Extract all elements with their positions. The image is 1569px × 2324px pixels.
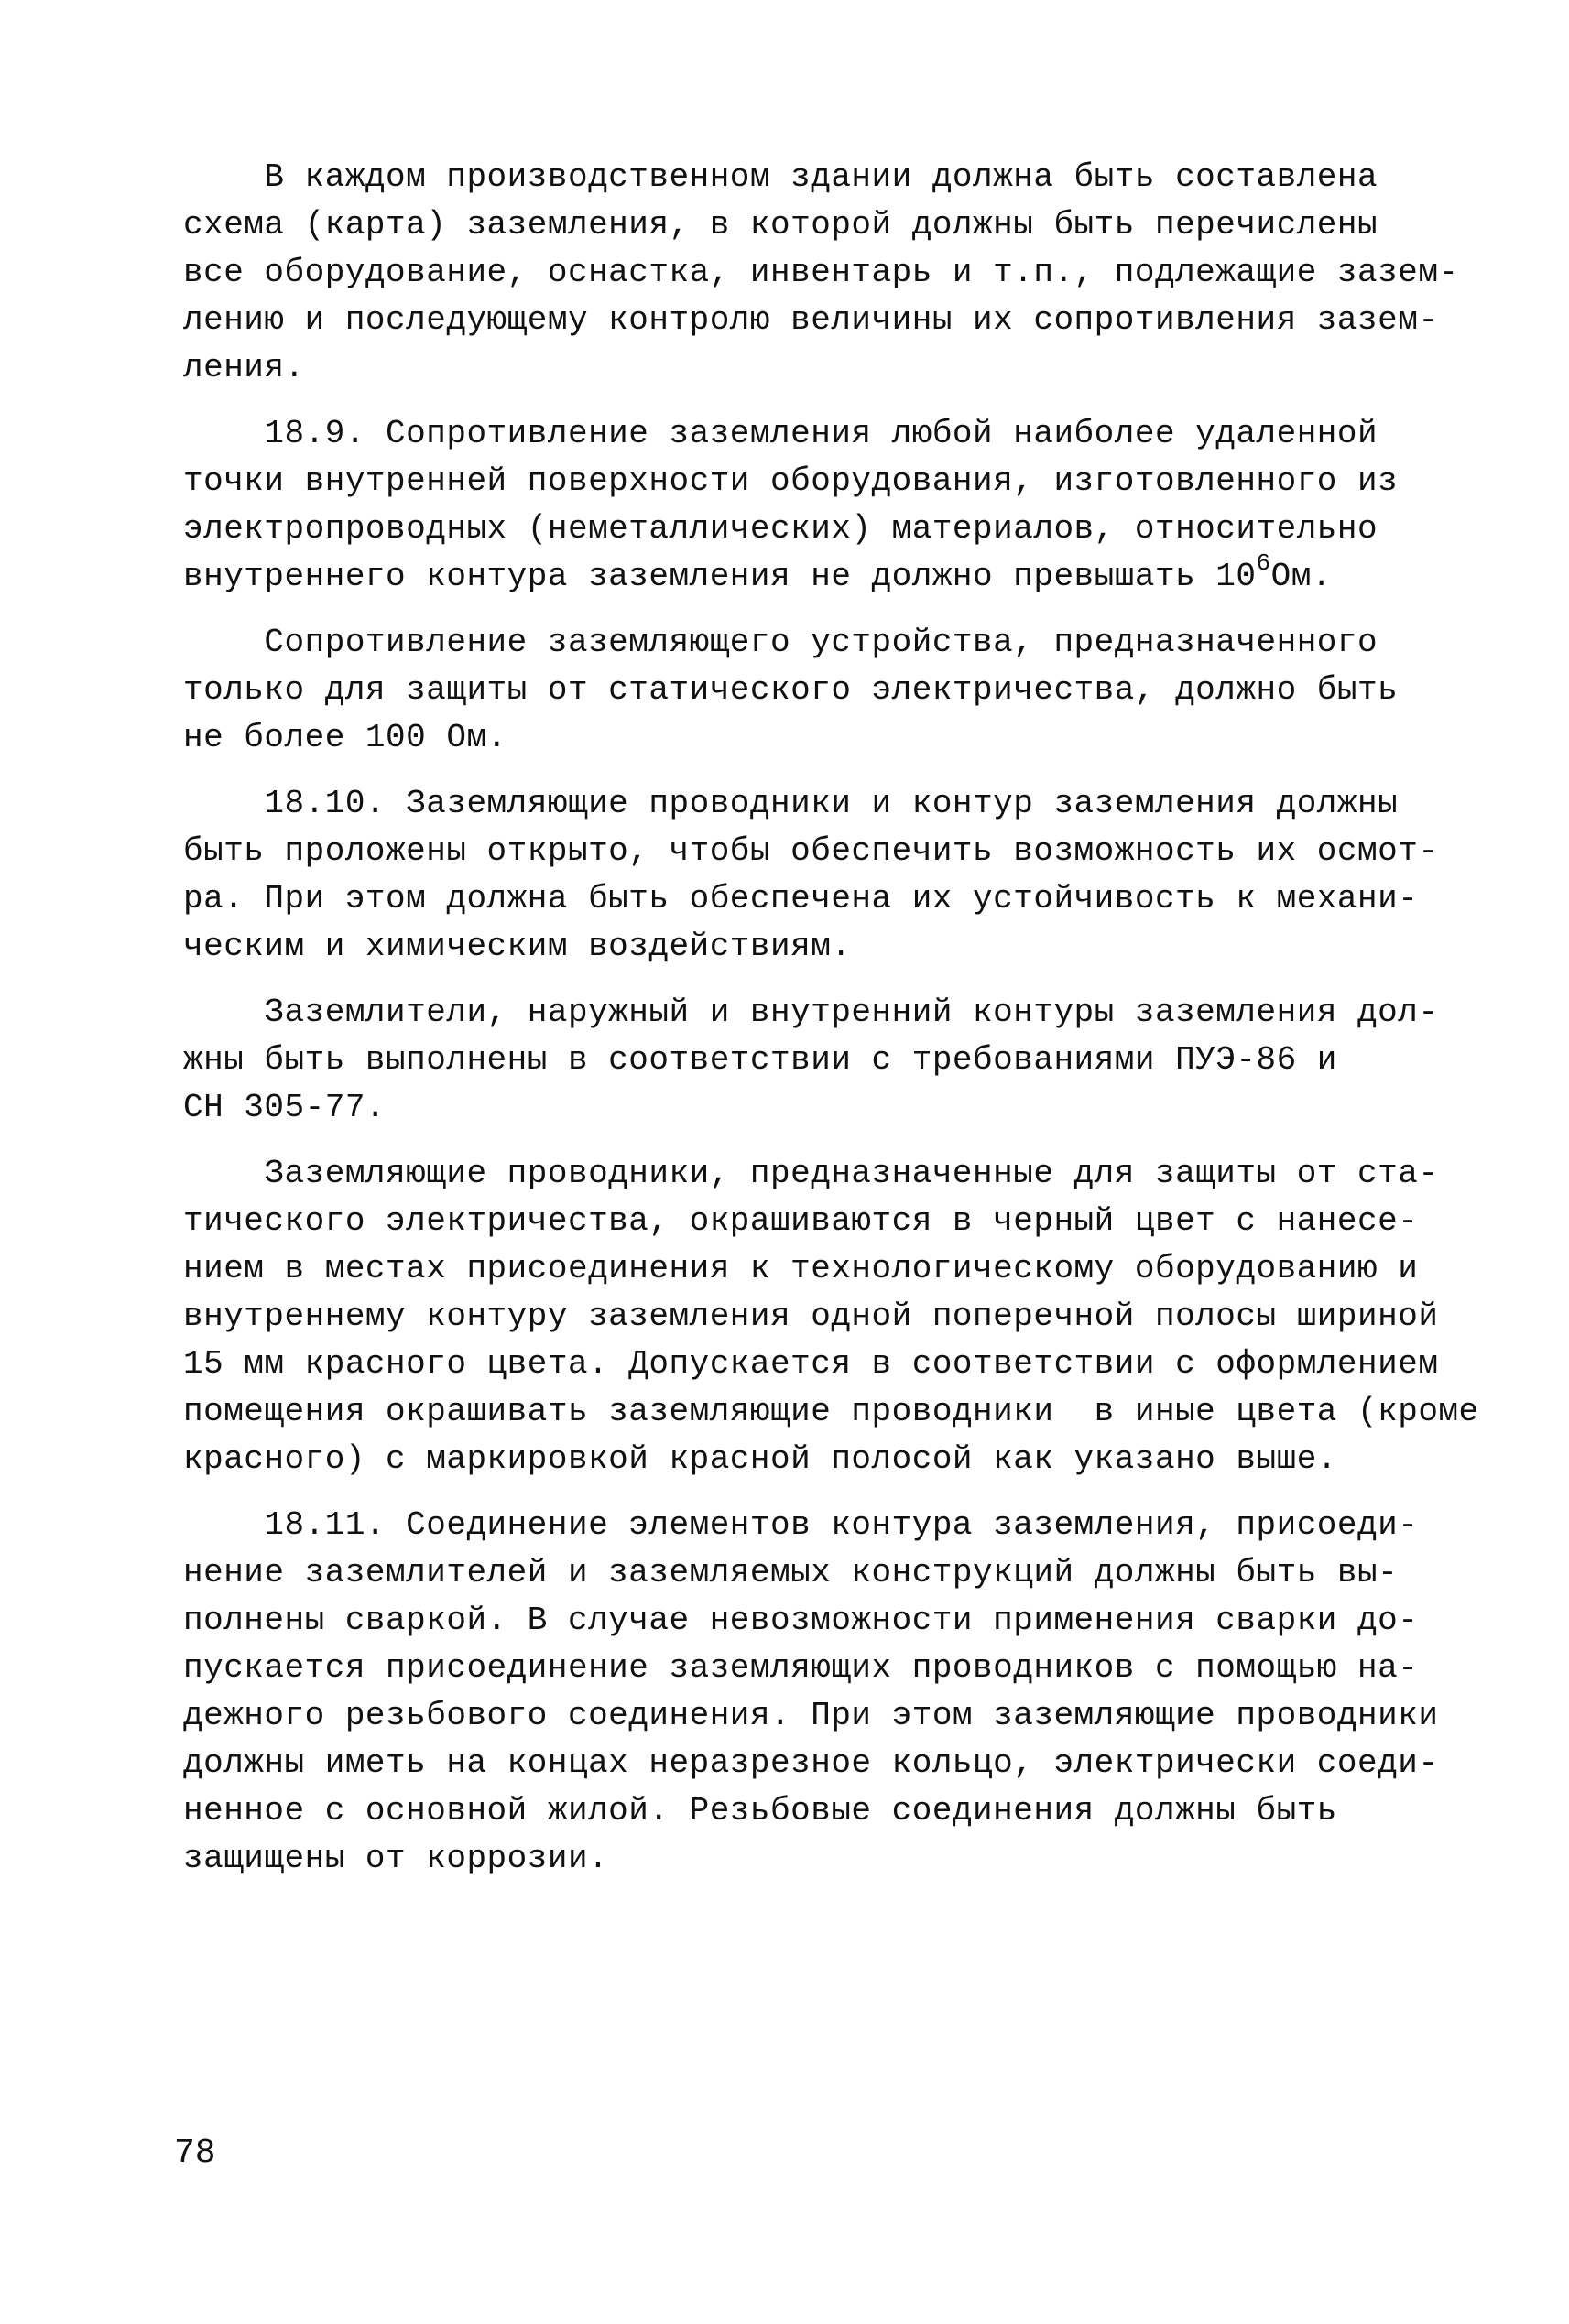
- text-line: схема (карта) заземления, в которой должны быть перечислены: [183, 206, 1378, 244]
- text-line: пускается присоединение заземляющих проводников с помощью на-: [183, 1649, 1419, 1687]
- text-line: ческим и химическим воздействиям.: [183, 928, 852, 965]
- text-line: 18.11. Соединение элементов контура заземления, присоеди-: [183, 1506, 1419, 1544]
- text-line: ления.: [183, 349, 305, 386]
- text-line: дежного резьбового соединения. При этом заземляющие проводники: [183, 1697, 1439, 1734]
- page-number: 78: [174, 2134, 216, 2173]
- body-text: [183, 154, 1479, 1901]
- paragraph-conductor-coloring: [183, 1150, 1479, 1483]
- text-line: В каждом производственном здании должна быть составлена: [183, 158, 1378, 196]
- text-line: быть проложены открыто, чтобы обеспечить возможность их осмот-: [183, 832, 1439, 870]
- paragraph-schema-map: [183, 154, 1459, 392]
- text-line: СН 305-77.: [183, 1089, 387, 1126]
- text-line: электропроводных (неметаллических) материалов, относительно: [183, 510, 1378, 548]
- text-line: красного) с маркировкой красной полосой как указано выше.: [183, 1440, 1337, 1478]
- text-line-resistance-limit: [183, 549, 1401, 601]
- text-line: полнены сваркой. В случае невозможности применения сварки до-: [183, 1602, 1419, 1639]
- text-line: ненное с основной жилой. Резьбовые соединения должны быть: [183, 1792, 1337, 1830]
- text-line: 18.10. Заземляющие проводники и контур заземления должны: [183, 785, 1399, 822]
- paragraph-18-10: [183, 780, 1439, 971]
- paragraph-18-9: [183, 410, 1401, 601]
- text-line: Сопротивление заземляющего устройства, предназначенного: [183, 624, 1378, 661]
- text-line: ра. При этом должна быть обеспечена их устойчивость к механи-: [183, 880, 1419, 918]
- text-line: лению и последующему контролю величины их сопротивления зазем-: [183, 301, 1439, 339]
- text-line: нием в местах присоединения к технологическому оборудованию и: [183, 1250, 1419, 1287]
- text-line: не более 100 Ом.: [183, 719, 507, 756]
- exponent: 6: [1256, 549, 1271, 577]
- text-line: 18.9. Сопротивление заземления любой наиболее удаленной: [183, 415, 1378, 452]
- text-line: точки внутренней поверхности оборудования, изготовленного из: [183, 462, 1399, 500]
- text-fragment: внутреннего контура заземления не должно превышать 10: [183, 558, 1257, 595]
- text-fragment: Ом.: [1270, 558, 1332, 595]
- text-line: Заземлители, наружный и внутренний контуры заземления дол-: [183, 994, 1439, 1031]
- paragraph-earthing-contours: [183, 989, 1439, 1132]
- text-line: только для защиты от статического электричества, должно быть: [183, 671, 1399, 709]
- text-line: жны быть выполнены в соответствии с требованиями ПУЭ-86 и: [183, 1041, 1337, 1079]
- text-line: 15 мм красного цвета. Допускается в соответствии с оформлением: [183, 1345, 1439, 1383]
- paragraph-static-protection: [183, 619, 1401, 762]
- text-line: все оборудование, оснастка, инвентарь и т.п., подлежащие зазем-: [183, 254, 1459, 291]
- text-line: тического электричества, окрашиваются в черный цвет с нанесе-: [183, 1202, 1419, 1240]
- text-line: защищены от коррозии.: [183, 1840, 609, 1877]
- text-line: нение заземлителей и заземляемых конструкций должны быть вы-: [183, 1554, 1399, 1591]
- text-line: помещения окрашивать заземляющие проводники в иные цвета (кроме: [183, 1393, 1479, 1430]
- text-line: должны иметь на концах неразрезное кольцо, электрически соеди-: [183, 1744, 1439, 1782]
- paragraph-18-11: [183, 1502, 1439, 1883]
- text-line: внутреннему контуру заземления одной поперечной полосы шириной: [183, 1298, 1439, 1335]
- text-line: Заземляющие проводники, предназначенные для защиты от ста-: [183, 1155, 1439, 1192]
